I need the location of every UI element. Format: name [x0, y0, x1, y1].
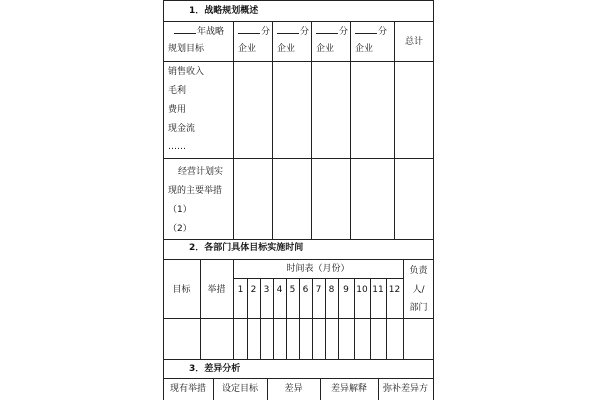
form-border-right [433, 0, 434, 400]
target-sales-revenue: 销售收入 [168, 67, 205, 77]
measure-item-2: （2） [168, 224, 192, 234]
section3-title-divider [163, 378, 434, 379]
month-12: 12 [388, 285, 401, 295]
company-blank[interactable] [277, 25, 299, 34]
month-1: 1 [237, 285, 244, 295]
s1-col-line [233, 21, 234, 239]
timetable-divider [233, 278, 404, 279]
company-suffix: 分 [261, 27, 271, 37]
company-col-1-header [238, 25, 270, 38]
responsible-header-line3: 部门 [409, 303, 428, 313]
company-col-1-label: 企业 [238, 44, 257, 54]
section3-title: 3．差异分析 [189, 364, 241, 374]
company-col-4-header [355, 25, 387, 38]
diff-col-explanation: 差异解释 [330, 384, 367, 394]
section1-title: 1．战略规划概述 [189, 6, 259, 16]
diff-col-existing-measures: 现有举措 [169, 384, 206, 394]
strategic-plan-form [163, 0, 434, 400]
target-gross-profit: 毛利 [168, 86, 187, 96]
measures-title-line2: 现的主要举措 [168, 186, 223, 196]
diff-col-remedy: 弥补差异方 [382, 384, 428, 394]
measure-item-1: （1） [168, 205, 192, 215]
s2-bottom-divider [163, 359, 434, 360]
s1-col-line [311, 21, 312, 239]
company-blank[interactable] [316, 25, 338, 34]
month-6: 6 [302, 285, 309, 295]
measures-title-line1: 经营计划实 [178, 167, 224, 177]
form-border-top [163, 0, 434, 1]
s1-header-divider [163, 61, 434, 62]
company-blank[interactable] [355, 25, 377, 34]
month-2: 2 [250, 285, 257, 295]
month-7: 7 [315, 285, 322, 295]
month-5: 5 [289, 285, 296, 295]
company-col-2-label: 企业 [277, 44, 296, 54]
target-cash-flow: 现金流 [168, 124, 196, 134]
year-strategy-label [174, 25, 224, 38]
company-suffix: 分 [300, 27, 310, 37]
s1-bottom-divider [163, 239, 434, 240]
col-measure-header: 举措 [207, 285, 226, 295]
year-suffix: 年战略 [197, 27, 225, 37]
responsible-header-line2: 人/ [412, 285, 425, 295]
timetable-header: 时间表（月份） [286, 264, 350, 274]
row-header-label: 规划目标 [168, 44, 205, 54]
section2-title: 2．各部门具体目标实施时间 [189, 243, 304, 253]
diff-col-difference: 差异 [284, 384, 303, 394]
section2-title-divider [163, 259, 434, 260]
s1-targets-divider [163, 158, 434, 159]
form-border-left [163, 0, 164, 400]
month-3: 3 [263, 285, 270, 295]
month-8: 8 [328, 285, 335, 295]
target-expenses: 费用 [168, 105, 187, 115]
month-11: 11 [372, 285, 384, 295]
month-10: 10 [356, 285, 368, 295]
total-header: 总计 [404, 37, 423, 47]
month-4: 4 [276, 285, 283, 295]
s1-col-line [394, 21, 395, 239]
diff-col-set-target: 设定目标 [221, 384, 258, 394]
company-col-3-header [316, 25, 348, 38]
s1-col-line [350, 21, 351, 239]
responsible-header-line1: 负责 [409, 266, 428, 276]
month-9: 9 [343, 285, 349, 295]
year-blank[interactable] [174, 25, 196, 34]
company-col-2-header [277, 25, 309, 38]
company-col-3-label: 企业 [316, 44, 335, 54]
company-col-4-label: 企业 [355, 44, 374, 54]
company-blank[interactable] [238, 25, 260, 34]
s2-header-divider [163, 318, 434, 319]
col-target-header: 目标 [172, 285, 191, 295]
s2-col-line [200, 259, 201, 359]
s1-col-line [272, 21, 273, 239]
target-ellipsis: …… [168, 142, 186, 152]
company-suffix: 分 [339, 27, 349, 37]
company-suffix: 分 [378, 27, 388, 37]
